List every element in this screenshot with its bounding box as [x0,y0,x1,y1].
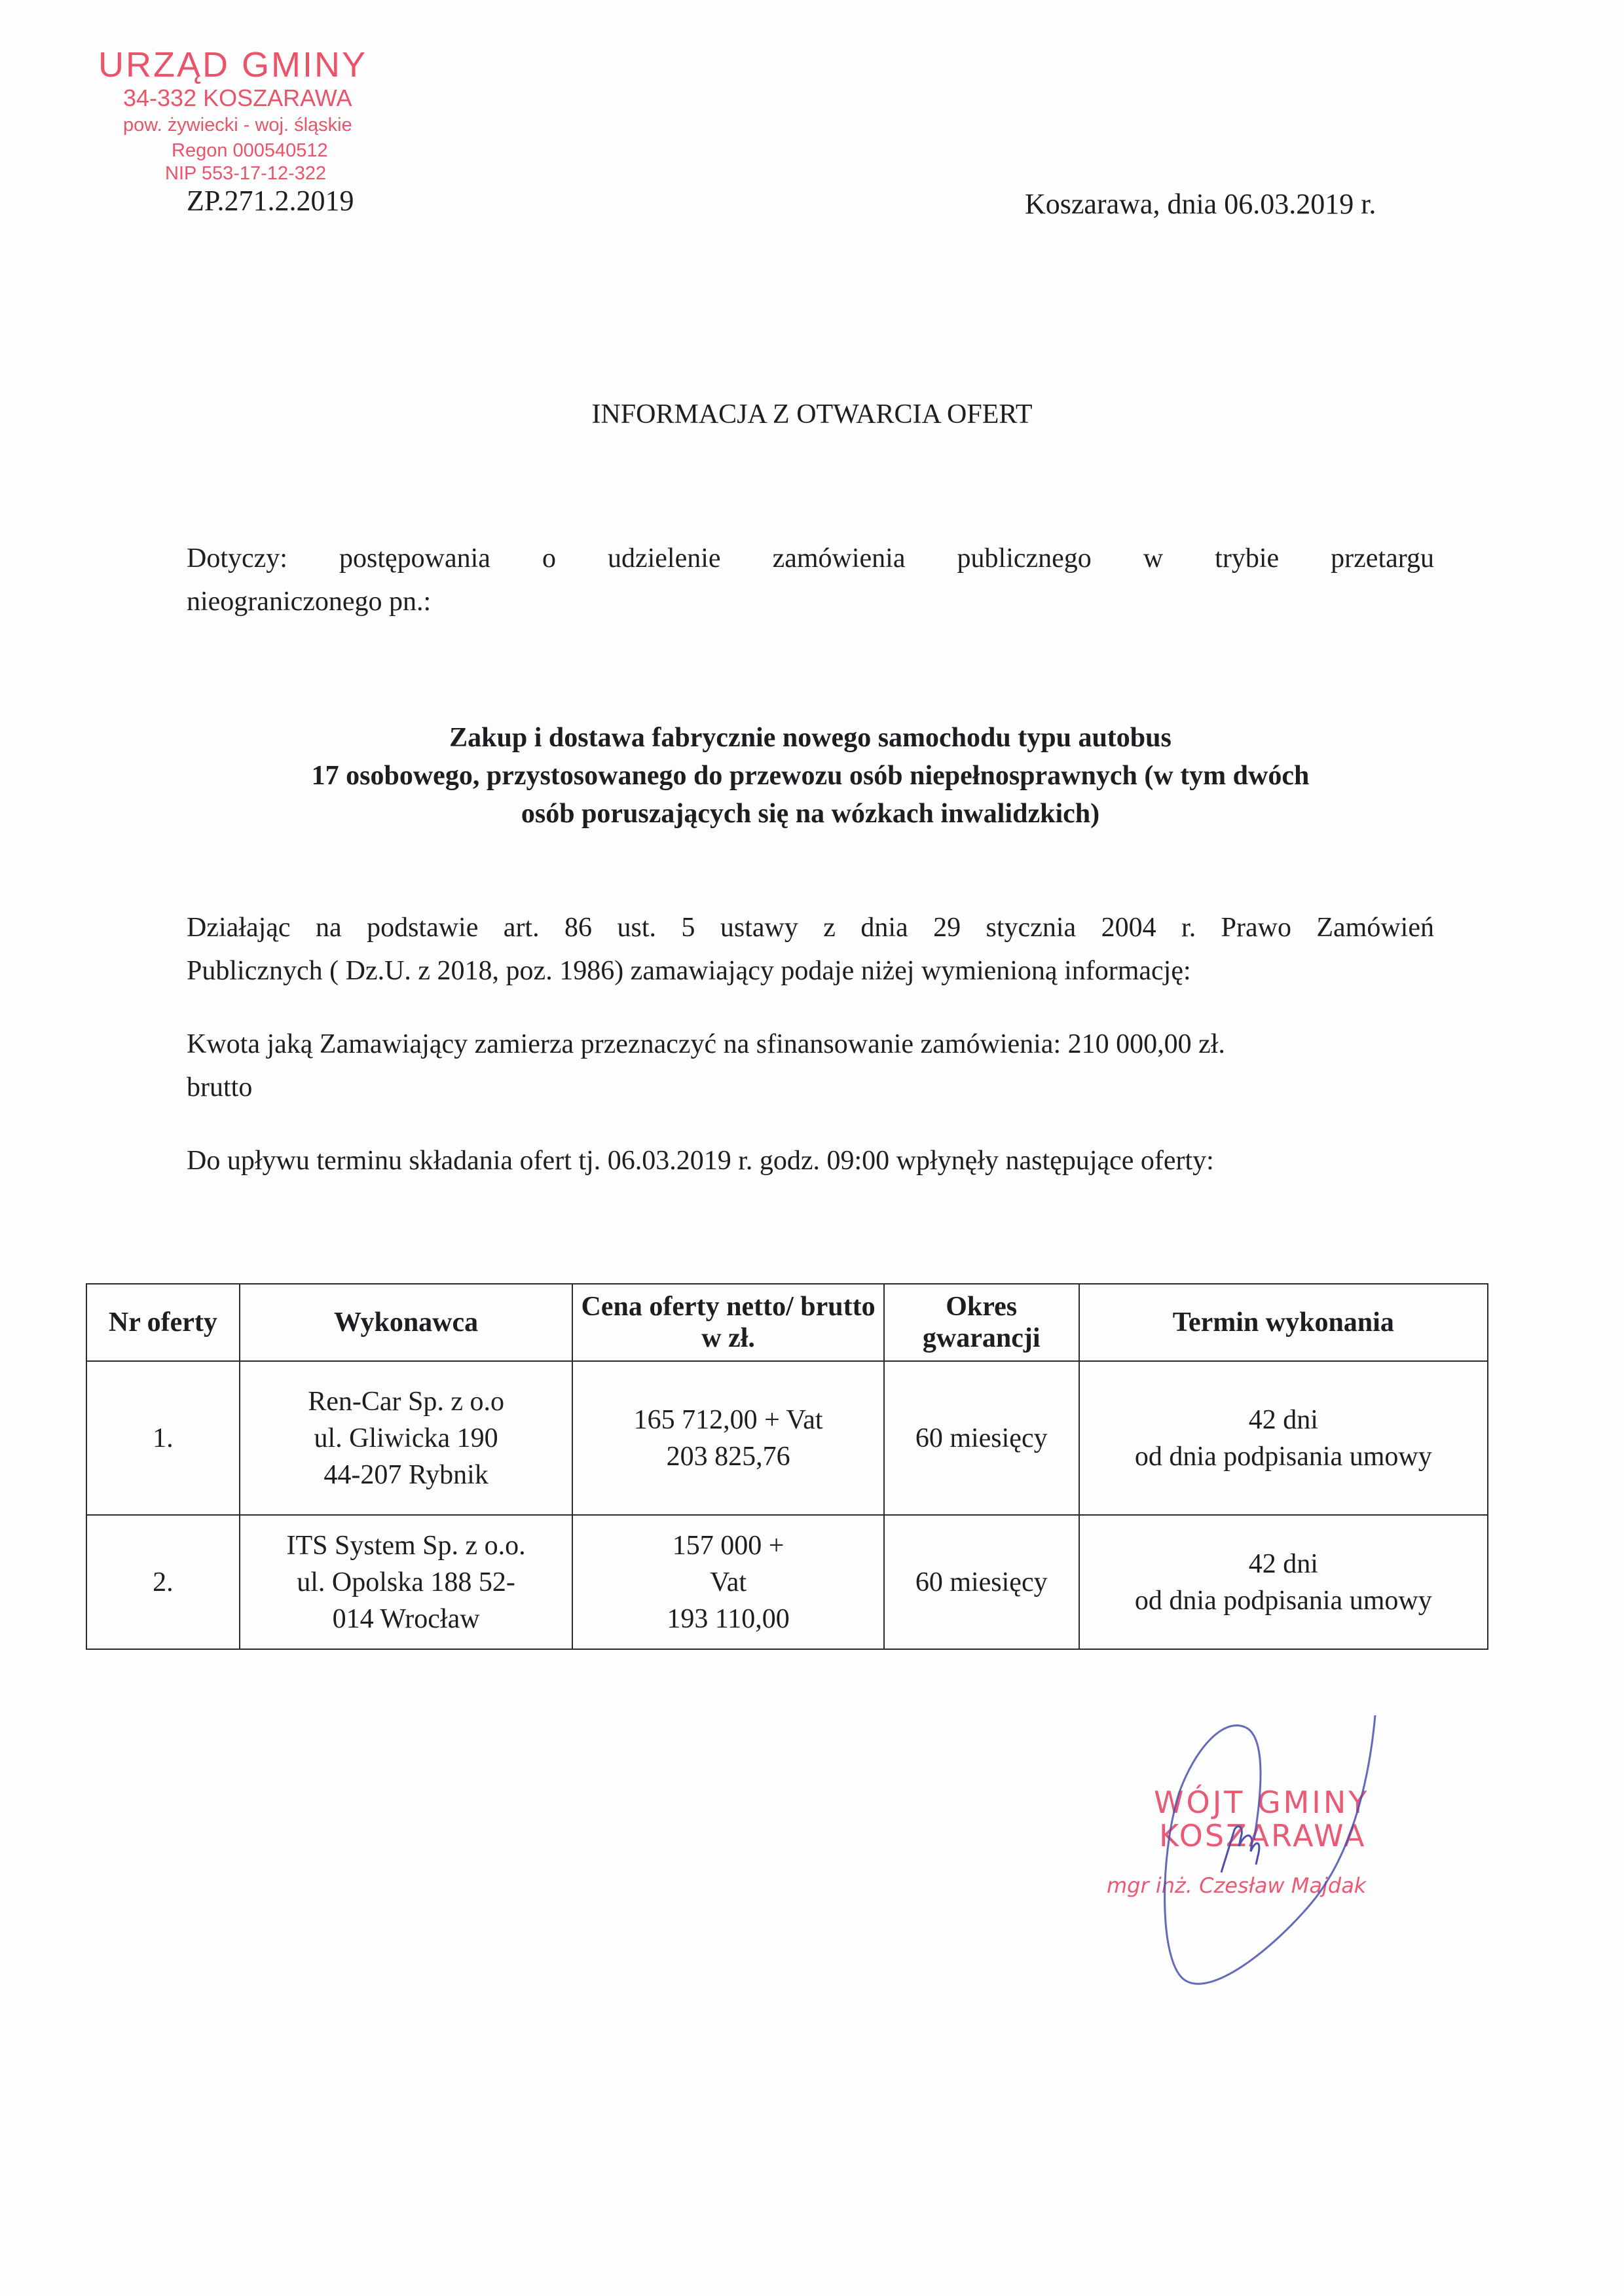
cell-warranty: 60 miesięcy [884,1515,1079,1649]
header-warranty-line-1: Okres [946,1292,1018,1322]
header-price [572,1284,883,1361]
term-from: od dnia podpisania umowy [1134,1585,1432,1616]
contractor-city: 44-207 Rybnik [323,1459,489,1490]
stamp-office-address: 34-332 KOSZARAWA [123,84,352,111]
cell-contractor [240,1515,573,1649]
header-warranty [884,1284,1079,1361]
table-row [86,1515,1488,1649]
header-nr-line-1: Nr [108,1307,141,1338]
price-gross: 203 825,76 [666,1441,790,1472]
cell-warranty: 60 miesięcy [884,1361,1079,1515]
table-row [86,1361,1488,1515]
cell-nr: 1. [86,1361,240,1515]
header-contractor-label: Wykonawca [334,1307,479,1338]
subject-line-2: 17 osobowego, przystosowanego do przewozu osób niepełnosprawnych (w tym dwóch [311,761,1310,791]
handwritten-signature [1113,1689,1408,2003]
deadline-text: Do upływu terminu składania ofert tj. 06.03.2019 r. godz. 09:00 wpłynęły następujące oferty: [187,1146,1214,1176]
header-term-label: Termin wykonania [1172,1307,1394,1338]
procurement-subject [187,719,1434,833]
budget-line-2: brutto [187,1072,253,1102]
table-header-row [86,1284,1488,1361]
stamp-office-name: URZĄD GMINY [98,45,367,84]
term-from: od dnia podpisania umowy [1134,1441,1432,1472]
intro-line-2: nieograniczonego pn.: [187,587,432,617]
header-nr-line-2: oferty [147,1307,217,1338]
intro-line-1: Dotyczy: postępowania o udzielenie zamówienia publicznego w trybie przetargu [187,543,1434,574]
contractor-name: ITS System Sp. z o.o. [286,1530,526,1561]
contractor-street: ul. Gliwicka 190 [314,1423,498,1453]
subject-line-3: osób poruszających się na wózkach inwalidzkich) [521,799,1100,829]
price-gross: 193 110,00 [667,1603,790,1634]
signature-stamp-title: WÓJT GMINY [1154,1785,1370,1820]
signature-stamp-municipality: KOSZARAWA [1159,1818,1367,1853]
header-nr [86,1284,240,1361]
signature-loop [1165,1715,1375,1984]
cell-nr: 2. [86,1515,240,1649]
contractor-name: Ren-Car Sp. z o.o [308,1386,504,1417]
signature-initials [1221,1827,1259,1872]
term-days: 42 dni [1248,1548,1318,1579]
header-warranty-line-2: gwarancji [922,1323,1041,1353]
header-contractor [240,1284,573,1361]
office-stamp [98,45,432,184]
budget-line-1: Kwota jaką Zamawiający zamierza przeznaczyć na sfinansowanie zamówienia: 210 000,00 zł. [187,1029,1225,1059]
stamp-office-nip: NIP 553-17-12-322 [165,163,327,184]
legal-basis-line-1: Działając na podstawie art. 86 ust. 5 ustawy z dnia 29 stycznia 2004 r. Prawo Zamówień [187,913,1434,943]
cell-price [572,1515,883,1649]
stamp-office-regon: Regon 000540512 [172,140,328,161]
cell-price [572,1361,883,1515]
term-days: 42 dni [1248,1404,1318,1435]
signature-stamp-name: mgr inż. Czesław Majdak [1107,1873,1367,1898]
place-and-date: Koszarawa, dnia 06.03.2019 r. [1025,188,1376,220]
header-price-line-1: Cena oferty netto/ [581,1292,794,1322]
legal-basis-line-2: Publicznych ( Dz.U. z 2018, poz. 1986) zamawiający podaje niżej wymienioną informację: [187,956,1191,986]
cell-term [1079,1361,1488,1515]
cell-term [1079,1515,1488,1649]
header-term [1079,1284,1488,1361]
price-net: 165 712,00 + Vat [633,1404,823,1435]
document-title: INFORMACJA Z OTWARCIA OFERT [591,399,1033,429]
stamp-office-region: pow. żywiecki - woj. śląskie [123,115,352,136]
contractor-city: 014 Wrocław [332,1603,480,1634]
price-vat: Vat [710,1567,747,1597]
header-price-line-2: brutto w zł. [701,1292,876,1353]
contractor-street: ul. Opolska 188 52- [297,1567,515,1597]
cell-contractor [240,1361,573,1515]
offers-table [86,1283,1488,1650]
reference-number: ZP.271.2.2019 [187,185,354,217]
price-net: 157 000 + [672,1530,784,1561]
subject-line-1: Zakup i dostawa fabrycznie nowego samochodu typu autobus [449,723,1172,753]
